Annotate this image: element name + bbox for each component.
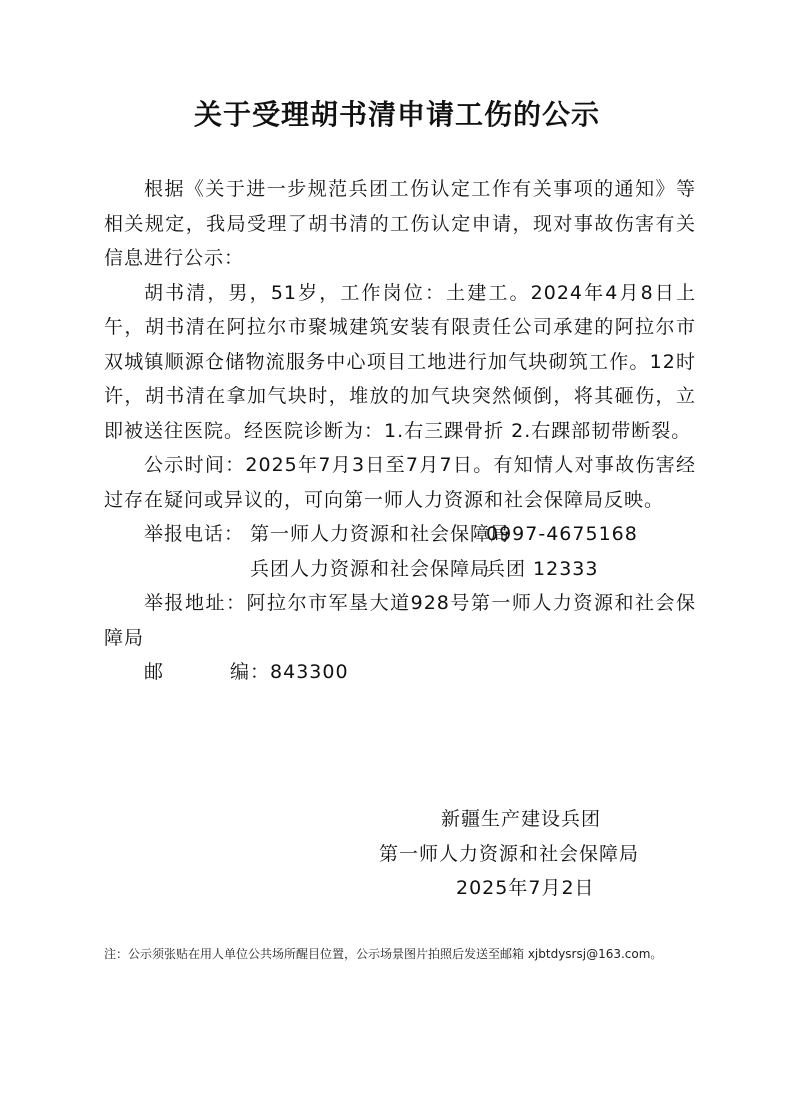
signature-org-line-1: 新疆生产建设兵团 [441, 808, 602, 830]
report-phone-label: 举报电话： [144, 523, 245, 545]
page-title: 关于受理胡书清申请工伤的公示 [193, 98, 600, 131]
incident-paragraph: 胡书清，男，51岁，工作岗位：土建工。2024年4月8日上午，胡书清在阿拉尔市聚城建筑安装有限责任公司承建的阿拉尔市双城镇顺源仓储物流服务中心项目工地进行加气块砌筑工作。12时许，胡书清在拿加气块时，堆放的加气块突然倾倒，将其砸伤，立即被送往医院。经医院诊断为：1.右三踝骨折 2.右踝部韧带断裂。 [104, 281, 696, 442]
footnote: 注：公示须张贴在用人单位公共场所醒目位置，公示场景图片拍照后发送至邮箱 xjbtdysrsj@163.com。 [104, 947, 663, 961]
postal-code-value: 843300 [270, 661, 349, 683]
report-phone-number-1: 0997-4675168 [486, 523, 638, 545]
report-phone-org-1: 第一师人力资源和社会保障局 [250, 523, 511, 545]
announcement-period-paragraph: 公示时间：2025年7月3日至7月7日。有知情人对事故伤害经过存在疑问或异议的，可向第一师人力资源和社会保障局反映。 [104, 454, 696, 511]
report-phone-row-1 [104, 517, 696, 552]
document-body [104, 172, 696, 690]
report-phone-org-2: 兵团人力资源和社会保障局 [250, 557, 491, 580]
postal-code-row [104, 655, 696, 690]
intro-paragraph: 根据《关于进一步规范兵团工伤认定工作有关事项的通知》等相关规定，我局受理了胡书清的工伤认定申请，现对事故伤害有关信息进行公示： [104, 178, 696, 269]
postal-code-label: 邮编 [144, 661, 250, 683]
signature-date: 2025年7月2日 [456, 877, 595, 899]
report-address-label: 举报地址： [144, 592, 247, 614]
report-address-row [104, 586, 696, 655]
report-phone-number-2: 兵团 12333 [486, 557, 599, 580]
report-phone-row-2 [104, 552, 696, 587]
report-address-value: 阿拉尔市军垦大道928号第一师人力资源和社会保障局 [104, 592, 696, 649]
postal-code-colon: ： [250, 661, 271, 683]
signature-org-line-2: 第一师人力资源和社会保障局 [379, 843, 640, 865]
